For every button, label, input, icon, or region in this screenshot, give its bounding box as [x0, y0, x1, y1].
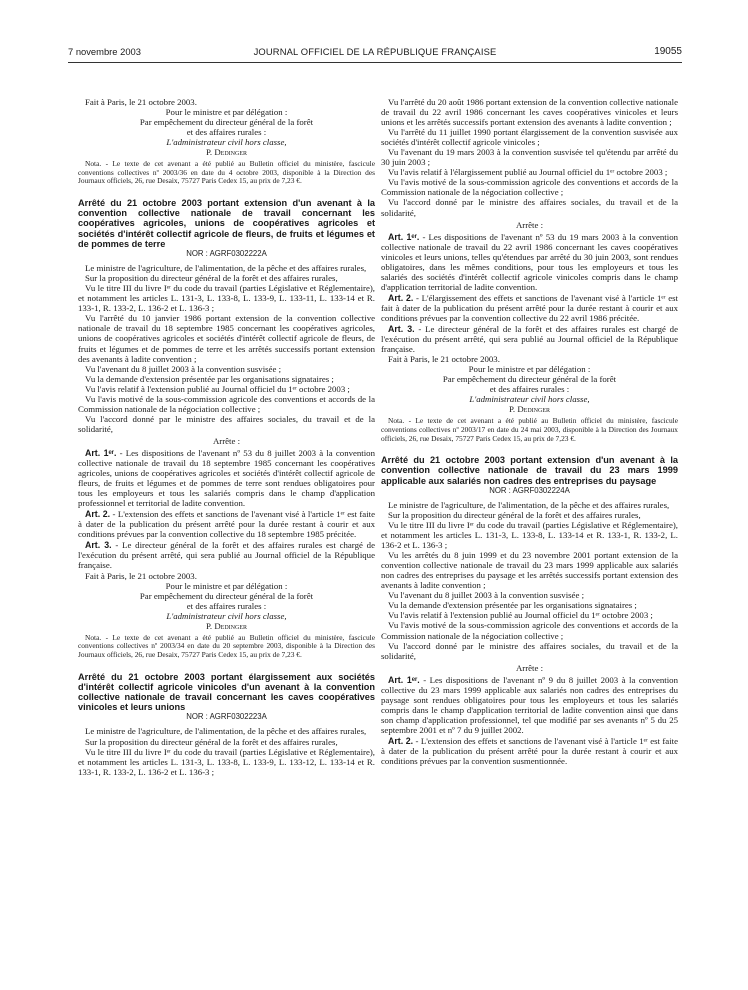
- signatory-name: P. Dedinger: [206, 147, 247, 158]
- article-label: Art. 1ᵉʳ.: [388, 674, 420, 685]
- nor-reference: NOR : AGRF0302222A: [186, 249, 267, 259]
- signature-line: et des affaires rurales :: [186, 127, 267, 138]
- article: [78, 448, 375, 508]
- signature-line: Pour le ministre et par délégation :: [165, 580, 288, 591]
- arrete-heading: Arrête :: [515, 662, 544, 673]
- paragraph: Vu la demande d'extension présentée par les organisations signataires ;: [85, 373, 334, 384]
- paragraph: Vu le titre III du livre Iᵉʳ du code du travail (parties Législative et Réglementaire), et notamment les articles L. 131-3, L. 133-8, L. 133-14 et R. 133-1, R. 133-2, L. 136-2 et L. 136-3 ;: [381, 519, 678, 551]
- signature-title: L'administrateur civil hors classe,: [469, 394, 590, 405]
- article-text: - L'extension des effets et sanctions de l'avenant visé à l'article 1ᵉʳ est faite à dater de la publication du présent arrêté pour la durée restant à courir et aux conditions prévues par la convention susmentionnée.: [381, 735, 679, 767]
- page-header: [68, 46, 682, 62]
- signature-line: Par empêchement du directeur général de la forêt: [139, 590, 314, 601]
- publication-note: Nota. - Le texte de cet avenant a été publié au Bulletin officiel du ministère, fascicule conventions collectives nº 2003/36 en date du 4 octobre 2003, disponible à la Direction des Journaux officiels, 26, rue Desaix, 75727 Paris Cedex 15, au prix de 7,23 €.: [78, 159, 375, 186]
- article-text: - Les dispositions de l'avenant nº 53 du 19 mars 2003 à la convention collective nationale de travail du 22 avril 1986 concernant les caves coopératives vinicoles et leurs unions, telles qu'étendues par arrêté du 30 juin 2003, sont rendues obligatoires, dans les mêmes conditions, pour tous les employeurs et tous les salariés des sociétés d'intérêt collectif agricole vinicoles compris dans le champ d'application territorial de ladite convention.: [381, 231, 678, 292]
- article-label: Art. 3.: [85, 540, 112, 551]
- paragraph: Vu l'arrêté du 20 août 1986 portant extension de la convention collective nationale de travail du 22 avril 1986 concernant les caves coopératives vinicoles et leurs unions et les arrêtés successifs portant extension des avenants à ladite convention ;: [381, 97, 678, 128]
- paragraph: Le ministre de l'agriculture, de l'alimentation, de la pêche et des affaires rurales,: [85, 263, 367, 274]
- place-date: Fait à Paris, le 21 octobre 2003.: [85, 97, 197, 107]
- paragraph: Vu l'avis motivé de la sous-commission agricole des conventions et accords de la Commission nationale de la négociation collective ;: [78, 393, 375, 414]
- signature-line: Par empêchement du directeur général de la forêt: [139, 117, 314, 128]
- header-divider: [68, 62, 682, 63]
- paragraph: Vu l'avenant du 8 juillet 2003 à la convention susvisée ;: [85, 363, 282, 374]
- journal-title: JOURNAL OFFICIEL DE LA RÉPUBLIQUE FRANÇAISE: [253, 46, 497, 57]
- signature-title: L'administrateur civil hors classe,: [166, 610, 287, 621]
- article-text: - Le directeur général de la forêt et des affaires rurales est chargé de l'exécution du présent arrêté, qui sera publié au Journal officiel de la République française.: [381, 324, 678, 355]
- paragraph: Vu les arrêtés du 8 juin 1999 et du 23 novembre 2001 portant extension de la convention collective nationale de travail du 23 mars 1999 applicable aux salariés non cadres des entreprises du paysage et les arrêtés successifs portant extension des avenants à ladite convention ;: [381, 550, 678, 591]
- signature-line: et des affaires rurales :: [186, 600, 267, 611]
- article-text: - Le directeur général de la forêt et des affaires rurales est chargé de l'exécution du présent arrêté, qui sera publié au Journal officiel de la République française.: [78, 540, 375, 571]
- signatory-name: P. Dedinger: [509, 404, 550, 415]
- article: [381, 736, 678, 766]
- article-text: - Les dispositions de l'avenant nº 9 du 8 juillet 2003 à la convention collective du 23 mars 1999 applicable aux salariés non cadres des entreprises du paysage sont rendues obligatoires pour tous les employeurs et tous les salariés compris dans le champ d'application territorial de ladite convention ainsi que dans son champ d'application professionnel, tel que modifié par ses avenants nº 5 du 25 septembre 2001 et nº 7 du 9 juillet 2002.: [381, 674, 678, 735]
- signature-block: [381, 354, 678, 414]
- page-number: 19055: [654, 46, 682, 57]
- paragraph: Vu l'avis relatif à l'extension publié au Journal officiel du 1ᵉʳ octobre 2003 ;: [388, 610, 653, 621]
- article-label: Art. 1ᵉʳ.: [388, 231, 420, 242]
- paragraph: Le ministre de l'agriculture, de l'alimentation, de la pêche et des affaires rurales,: [85, 726, 367, 737]
- arrete-heading: Arrête :: [212, 435, 241, 446]
- article-text: - Les dispositions de l'avenant nº 53 du 8 juillet 2003 à la convention collective nationale de travail du 18 septembre 1985 concernant les coopératives agricoles, unions de coopératives agricoles et sociétés d'intérêt collectif agricole de fleurs, de fruits et légumes et de pommes de terre sont rendues obligatoires pour tous les employeurs et tous les salariés compris dans le champ d'application professionnel et territorial de ladite convention.: [78, 447, 375, 509]
- paragraph: Vu l'avis motivé de la sous-commission agricole des conventions et accords de la Commission nationale de la négociation collective ;: [381, 620, 678, 641]
- paragraph: Sur la proposition du directeur général de la forêt et des affaires rurales,: [388, 509, 641, 520]
- article: [381, 232, 678, 292]
- issue-date: 7 novembre 2003: [68, 46, 141, 57]
- paragraph: Vu l'accord donné par le ministre des affaires sociales, du travail et de la solidarité,: [78, 413, 375, 434]
- signatory-name: P. Dedinger: [206, 620, 247, 631]
- paragraph: Vu la demande d'extension présentée par les organisations signataires ;: [388, 600, 637, 611]
- article-text: - L'élargissement des effets et sanctions de l'avenant visé à l'article 1ᵉʳ est fait à dater de la publication du présent arrêté pour la durée restant à courir et aux conditions prévues par la convention collective du 22 avril 1986 précitée.: [381, 292, 678, 323]
- article: [381, 675, 678, 735]
- decree-title: Arrêté du 21 octobre 2003 portant élargissement aux sociétés d'intérêt collectif agricole vinicoles d'un avenant à la convention collective nationale de travail concernant les caves coopératives vinicoles et leurs unions: [78, 671, 375, 713]
- paragraph: Vu l'avis relatif à l'élargissement publié au Journal officiel du 1ᵉʳ octobre 2003 ;: [388, 167, 668, 178]
- paragraph: Vu l'avenant du 8 juillet 2003 à la convention susvisée ;: [388, 590, 585, 601]
- paragraph: Vu l'arrêté du 10 janvier 1986 portant extension de la convention collective nationale de travail du 18 septembre 1985 concernant les coopératives agricoles, unions de coopératives agricoles et sociétés d'intérêt collectif agricole de fleurs, de fruits et légumes et de pommes de terre et les arrêtés successifs portant extension des avenants à ladite convention ;: [78, 313, 375, 364]
- right-column: [381, 97, 678, 766]
- paragraph: Vu le titre III du livre Iᵉʳ du code du travail (parties Législative et Réglementaire), et notamment les articles L. 131-3, L. 133-8, L. 133-9, L. 133-11, L. 133-14 et R. 133-1, R. 133-2, L. 136-2 et L. 136-3 ;: [78, 283, 375, 314]
- article: [78, 509, 375, 539]
- paragraph: Vu l'arrêté du 11 juillet 1990 portant élargissement de la convention susvisée aux sociétés d'intérêt collectif agricole vinicoles ;: [381, 127, 678, 148]
- article: [78, 540, 375, 570]
- article-label: Art. 2.: [388, 292, 414, 303]
- paragraph: Vu le titre III du livre Iᵉʳ du code du travail (parties Législative et Réglementaire), et notamment les articles L. 131-3, L. 133-8, L. 133-9, L. 133-12, L. 133-14 et R. 133-1, R. 133-2, L. 136-2 et L. 136-3 ;: [78, 746, 375, 777]
- article: [381, 293, 678, 323]
- signature-line: et des affaires rurales :: [489, 384, 570, 395]
- paragraph: Vu l'accord donné par le ministre des affaires sociales, du travail et de la solidarité,: [381, 197, 678, 218]
- article-label: Art. 2.: [388, 735, 414, 746]
- article-text: - L'extension des effets et sanctions de l'avenant visé à l'article 1ᵉʳ est faite à dater de la publication du présent arrêté pour la durée restant à courir et aux conditions prévues par la convention collective du 18 septembre 1985 précitée.: [78, 509, 376, 540]
- signature-block: [78, 97, 375, 157]
- place-date: Fait à Paris, le 21 octobre 2003.: [388, 354, 500, 365]
- arrete-heading: Arrête :: [515, 219, 544, 230]
- decree-title: Arrêté du 21 octobre 2003 portant extension d'un avenant à la convention collective nationale de travail concernant les coopératives agricoles, unions de coopératives agricoles et sociétés d'intérêt collectif agricole de fleurs, de fruits et légumes et de pommes de terre: [78, 198, 375, 249]
- paragraph: Vu l'accord donné par le ministre des affaires sociales, du travail et de la solidarité,: [381, 640, 678, 661]
- publication-note: Nota. - Le texte de cet avenant a été publié au Bulletin officiel du ministère, fascicule conventions collectives nº 2003/17 en date du 24 mai 2003, disponible à la Direction des Journaux officiels, 26, rue Desaix, 75727 Paris Cedex 15, au prix de 7,23 €.: [381, 416, 678, 443]
- signature-line: Pour le ministre et par délégation :: [468, 364, 591, 375]
- article: [381, 324, 678, 354]
- paragraph: Sur la proposition du directeur général de la forêt et des affaires rurales,: [85, 736, 338, 747]
- article-label: Art. 2.: [85, 509, 111, 520]
- signature-title: L'administrateur civil hors classe,: [166, 137, 287, 148]
- decree-title: Arrêté du 21 octobre 2003 portant extension d'un avenant à la convention collective nationale de travail du 23 mars 1999 applicable aux salariés non cadres des entreprises du paysage: [381, 455, 678, 486]
- article-label: Art. 1ᵉʳ.: [85, 447, 117, 458]
- place-date: Fait à Paris, le 21 octobre 2003.: [85, 570, 197, 581]
- publication-note: Nota. - Le texte de cet avenant a été publié au Bulletin officiel du ministère, fascicule conventions collectives nº 2003/34 en date du 20 septembre 2003, disponible à la Direction des Journaux officiels, 26, rue Desaix, 75727 Paris Cedex 15, au prix de 7,23 €.: [78, 632, 375, 659]
- nor-reference: NOR : AGRF0302224A: [489, 485, 570, 495]
- signature-block: [78, 571, 375, 631]
- paragraph: Le ministre de l'agriculture, de l'alimentation, de la pêche et des affaires rurales,: [388, 499, 670, 510]
- signature-line: Pour le ministre et par délégation :: [165, 107, 288, 118]
- paragraph: Vu l'avis motivé de la sous-commission agricole des conventions et accords de la Commission nationale de la négociation collective ;: [381, 177, 678, 198]
- left-column: [78, 97, 375, 777]
- paragraph: Vu l'avis relatif à l'extension publié au Journal officiel du 1ᵉʳ octobre 2003 ;: [85, 383, 350, 394]
- paragraph: Vu l'avenant du 19 mars 2003 à la convention susvisée tel qu'étendu par arrêté du 30 juin 2003 ;: [381, 147, 678, 168]
- signature-line: Par empêchement du directeur général de la forêt: [442, 374, 617, 385]
- nor-reference: NOR : AGRF0302223A: [186, 712, 267, 722]
- article-label: Art. 3.: [388, 324, 415, 335]
- paragraph: Sur la proposition du directeur général de la forêt et des affaires rurales,: [85, 273, 338, 284]
